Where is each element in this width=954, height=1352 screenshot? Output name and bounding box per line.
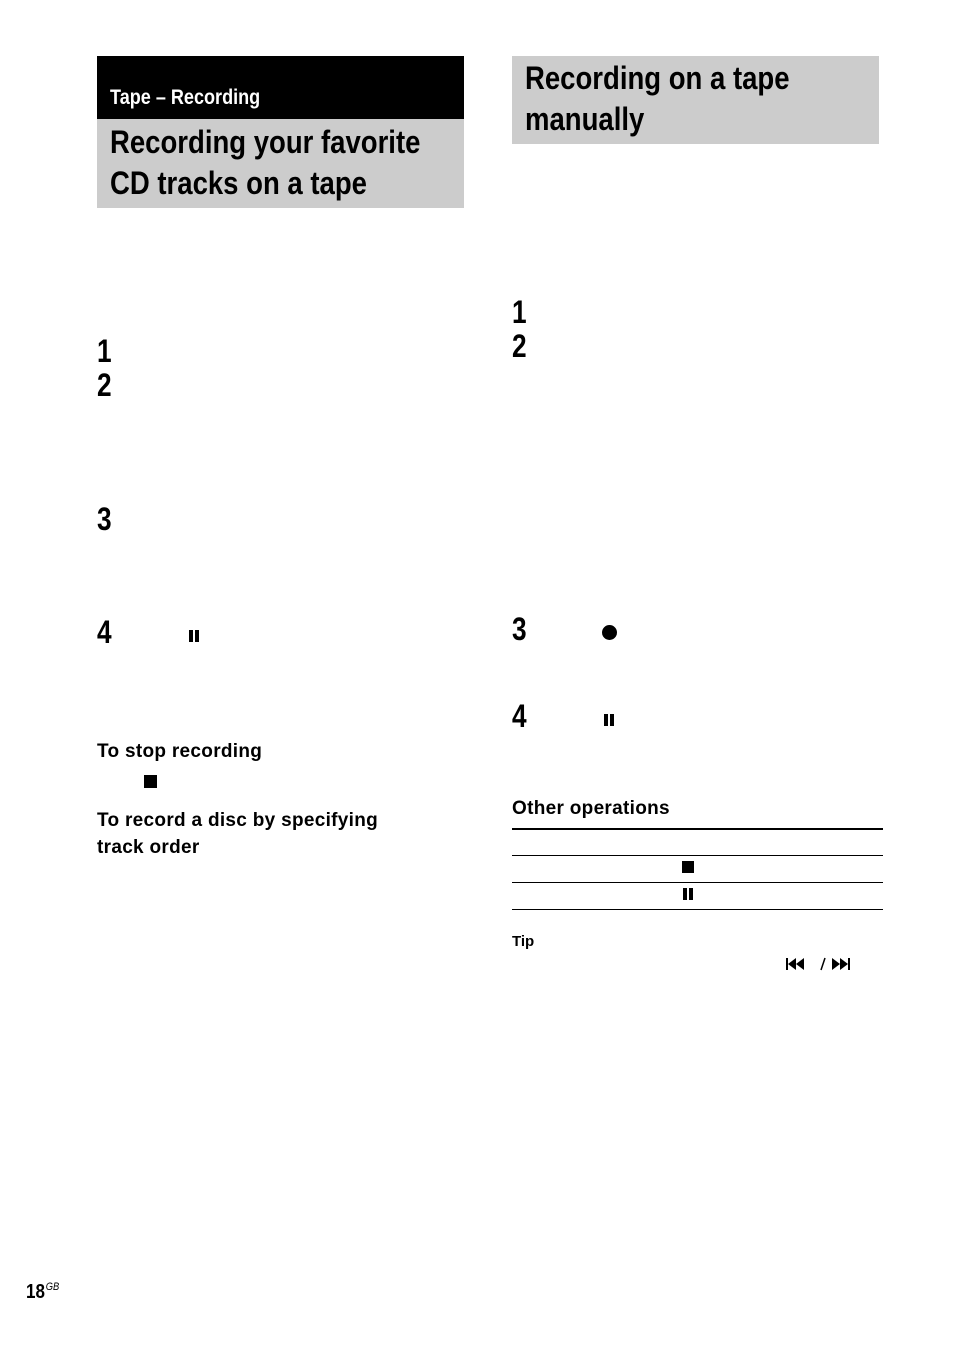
subhead-record-line-1: To record a disc by specifying [97, 810, 379, 831]
table-bottom-rule [512, 909, 883, 910]
other-operations-heading: Other operations [512, 798, 670, 819]
left-title-line-2: CD tracks on a tape [110, 165, 367, 201]
left-title-line-1: Recording your favorite [110, 124, 421, 160]
right-page-title [525, 58, 790, 140]
right-title-line-2: manually [525, 101, 645, 137]
right-title-line-1: Recording on a tape [525, 60, 790, 96]
subhead-record-by-track-order [97, 807, 378, 861]
pause-icon [603, 714, 615, 726]
left-step-3: 3 [97, 501, 112, 537]
table-rule [512, 855, 883, 856]
left-step-4: 4 [97, 614, 112, 650]
page-number-value: 18 [26, 1281, 45, 1303]
stop-icon [144, 775, 157, 788]
record-icon [602, 625, 617, 640]
left-page-title [110, 122, 420, 204]
subhead-record-line-2: track order [97, 837, 200, 858]
section-label: Tape – Recording [110, 86, 261, 109]
skip-prev-next-icon [786, 957, 862, 971]
right-step-1: 1 [512, 294, 527, 330]
page-number [26, 1281, 59, 1304]
table-rule [512, 882, 883, 883]
pause-icon [188, 630, 200, 642]
tip-label: Tip [512, 933, 535, 950]
pause-icon [682, 888, 694, 900]
stop-icon [682, 861, 694, 873]
page-number-suffix: GB [45, 1281, 60, 1293]
right-step-4: 4 [512, 698, 527, 734]
subhead-to-stop-recording: To stop recording [97, 741, 263, 762]
left-step-1: 1 [97, 333, 112, 369]
table-top-rule [512, 828, 883, 830]
right-step-3: 3 [512, 611, 527, 647]
left-step-2: 2 [97, 367, 112, 403]
right-step-2: 2 [512, 328, 527, 364]
